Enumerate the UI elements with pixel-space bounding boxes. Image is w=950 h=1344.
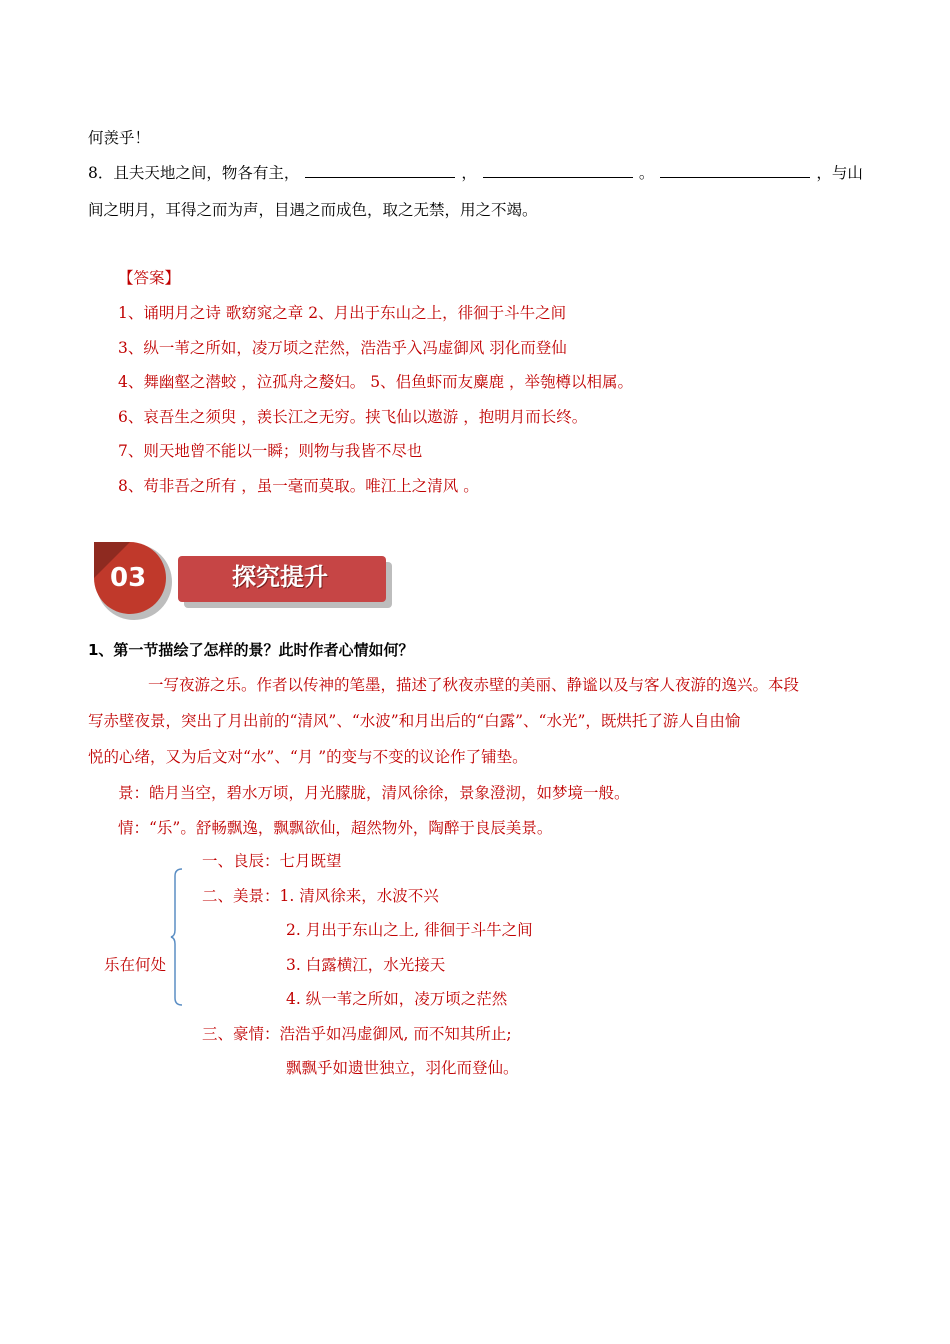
- answer-para-line-3: 悦的心绪，又为后文对“水”、“月 ”的变与不变的议论作了铺垫。: [88, 748, 528, 766]
- answer-item-4: 6、哀吾生之须臾 ，羡长江之无穷。挟飞仙以遨游 ，抱明月而长终。: [118, 408, 588, 426]
- answer-blank-2[interactable]: [483, 163, 633, 178]
- section-title: 探究提升: [232, 563, 328, 591]
- outline-item-2: 二、美景：1. 清风徐来，水波不兴: [202, 887, 439, 905]
- answer-item-5: 7、则天地曾不能以一瞬；则物与我皆不尽也: [118, 442, 423, 460]
- answers-heading: 【答案】: [118, 269, 181, 287]
- outline-item-1: 一、良辰：七月既望: [202, 852, 342, 870]
- question-8-sep1: ，: [461, 164, 477, 182]
- emotion-line: 情：“乐”。舒畅飘逸，飘飘欲仙，超然物外，陶醉于良辰美景。: [118, 819, 553, 837]
- scene-line: 景：皓月当空，碧水万顷，月光朦胧，清风徐徐，景象澄沏，如梦境一般。: [118, 784, 630, 802]
- section-header: [92, 540, 392, 620]
- question-8-part1: 8．且夫天地之间，物各有主，: [88, 164, 300, 182]
- question-8-sep2: 。: [638, 164, 655, 182]
- answer-item-6: 8、苟非吾之所有 ，虽一毫而莫取。唯江上之清风 。: [118, 477, 479, 495]
- outline-item-7: 飘飘乎如遗世独立，羽化而登仙。: [286, 1059, 519, 1077]
- question-8-line2: 间之明月，耳得之而为声，目遇之而成色，取之无禁，用之不竭。: [88, 201, 538, 219]
- answer-para-line-2: 写赤壁夜景，突出了月出前的“清风”、“水波”和月出后的“白露”、“水光”，既烘托了游人自由愉: [88, 712, 741, 730]
- answer-item-2: 3、纵一苇之所如，凌万顷之茫然，浩浩乎入冯虚御风 羽化而登仙: [118, 339, 567, 357]
- outline-root: 乐在何处: [104, 956, 167, 974]
- outline-item-4: 3. 白露横江，水光接天: [286, 956, 446, 974]
- answer-blank-3[interactable]: [660, 163, 810, 178]
- intro-tail: 何羡乎！: [88, 129, 151, 147]
- section-number: 03: [110, 563, 147, 593]
- answer-item-1: 1、诵明月之诗 歌窈窕之章 2、月出于东山之上，徘徊于斗牛之间: [118, 304, 567, 322]
- answer-item-3: 4、舞幽壑之潜蛟 ，泣孤舟之嫠妇。 5、侣鱼虾而友麋鹿 ，举匏樽以相属。: [118, 373, 634, 391]
- outline-bracket: [170, 868, 184, 1006]
- answer-blank-1[interactable]: [305, 163, 455, 178]
- question-8-line1: [88, 163, 863, 183]
- outline-item-3: 2. 月出于东山之上, 徘徊于斗牛之间: [286, 921, 533, 939]
- question-1: 1、第一节描绘了怎样的景？此时作者心情如何？: [88, 641, 414, 659]
- answer-para-line-1: 一写夜游之乐。作者以传神的笔墨，描述了秋夜赤壁的美丽、静谧以及与客人夜游的逸兴。本段: [148, 676, 800, 694]
- outline-item-6: 三、豪情：浩浩乎如冯虚御风, 而不知其所止;: [202, 1025, 512, 1043]
- question-8-part2: ，与山: [816, 164, 863, 182]
- outline-item-5: 4. 纵一苇之所如，凌万顷之茫然: [286, 990, 508, 1008]
